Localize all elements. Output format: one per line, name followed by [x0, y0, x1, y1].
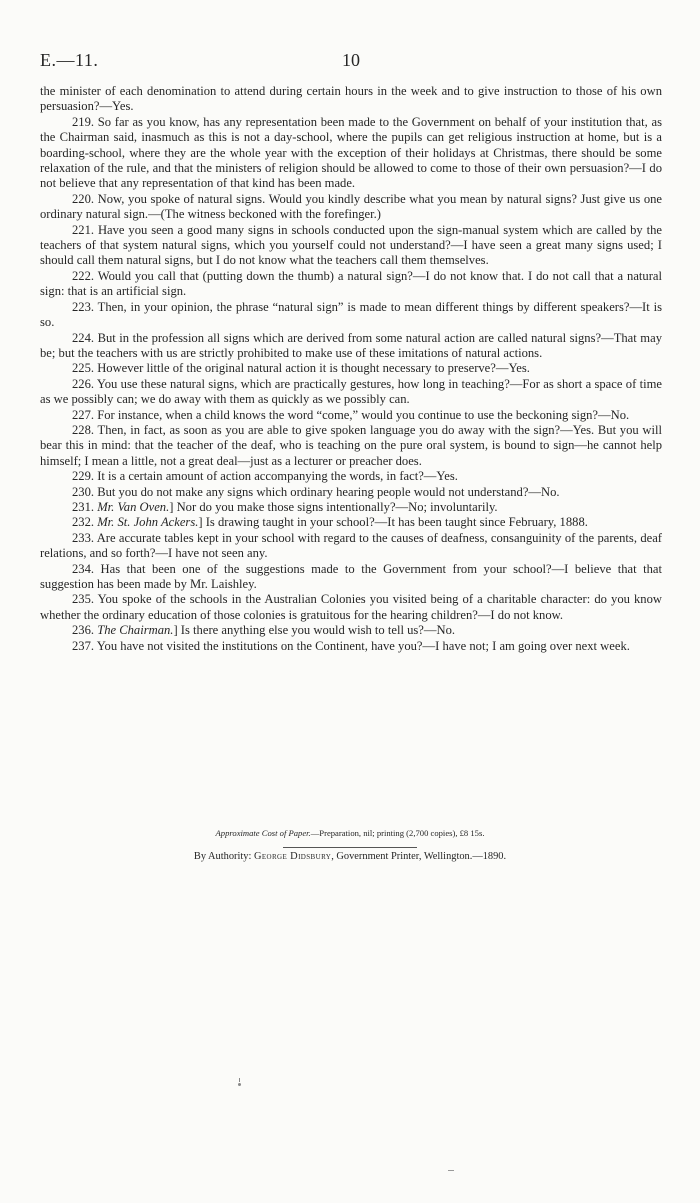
question-232: 232. Mr. St. John Ackers.] Is drawing taught in your school?—It has been taught since February, 1888. — [72, 515, 588, 530]
printer-name: George Didsbury — [253, 851, 332, 862]
question-220: 220. Now, you spoke of natural signs. Would you kindly describe what you mean by natural signs? Just give us one ordinary natural sign.—(The witness beckoned with the forefinger.) — [40, 191, 662, 222]
question-231: 231. Mr. Van Oven.] Nor do you make those signs intentionally?—No; involuntarily. — [72, 499, 498, 514]
page-number: 10 — [342, 50, 360, 70]
question-226: 226. You use these natural signs, which are practically gestures, how long in teaching?—For as short a space of time as we possibly can; we do away with them as quickly as we possibly can. — [40, 376, 662, 407]
question-224: 224. But in the profession all signs which are derived from some natural action are called natural signs?—That may be; but the teachers with us are strictly prohibited to make use of these imitations of natural actions. — [40, 330, 662, 360]
speaker-name: The Chairman. — [97, 623, 174, 638]
question-230: 230. But you do not make any signs which ordinary hearing people would not understand?—No. — [72, 484, 560, 499]
footer-divider — [283, 847, 417, 848]
authority-prefix: By Authority: — [193, 851, 254, 862]
speaker-name: Mr. Van Oven. — [97, 499, 170, 514]
question-number: 236 — [72, 623, 91, 638]
cost-label: Approximate Cost of Paper. — [215, 828, 311, 838]
question-223: 223. Then, in your opinion, the phrase “natural sign” is made to mean different things by different speakers?—It is so. — [40, 299, 662, 330]
scan-speck — [448, 1170, 454, 1171]
question-227: 227. For instance, when a child knows the word “come,” would you continue to use the beckoning sign?—No. — [72, 407, 630, 422]
question-228: 228. Then, in fact, as soon as you are able to give spoken language you do away with the sign?—Yes. But you will bear this in mind: that the teacher of the deaf, who is teaching on the pure oral system, is bound to sign—he cannot help himself; I mean a little, not a great deal—just as a lecturer or preacher does. — [40, 422, 662, 468]
scan-speck — [238, 1083, 241, 1086]
question-221: 221. Have you seen a good many signs in schools conducted upon the sign-manual system which are called by the teachers of that system natural signs, which you yourself could not understand?—I have seen a great many signs used; I should call them natural signs, but I do not know what the teachers call them themselves. — [40, 222, 662, 268]
authority-suffix: , Government Printer, Wellington.—1890. — [331, 851, 507, 862]
question-233: 233. Are accurate tables kept in your school with regard to the causes of deafness, consanguinity of the parents, deaf relations, and so forth?—I have not seen any. — [40, 530, 662, 561]
question-234: 234. Has that been one of the suggestions made to the Government from your school?—I believe that that suggestion has been made by Mr. Laishley. — [40, 561, 662, 591]
question-229: 229. It is a certain amount of action accompanying the words, in fact?—Yes. — [72, 469, 458, 484]
question-number: 232 — [72, 515, 91, 530]
question-235: 235. You spoke of the schools in the Australian Colonies you visited being of a charitable character: do you know whether the ordinary education of those colonies is gratuitous for the hearing children?—I do not know. — [40, 592, 662, 622]
cost-footnote — [0, 828, 700, 838]
question-225: 225. However little of the original natural action it is thought necessary to preserve?—Yes. — [72, 361, 530, 376]
continuation-paragraph: the minister of each denomination to attend during certain hours in the week and to give instruction to those of his own persuasion?—Yes. — [40, 84, 662, 114]
question-236: 236. The Chairman.] Is there anything else you would wish to tell us?—No. — [72, 623, 456, 638]
document-reference: E.—11. — [40, 50, 99, 70]
speaker-name: Mr. St. John Ackers. — [97, 515, 199, 530]
cost-text: —Preparation, nil; printing (2,700 copies), £8 15s. — [310, 828, 485, 838]
testimony-body — [40, 84, 662, 654]
page-header — [40, 50, 662, 74]
printer-imprint — [0, 851, 700, 862]
question-237: 237. You have not visited the institutions on the Continent, have you?—I have not; I am going over next week. — [72, 638, 630, 653]
scan-speck — [239, 1078, 240, 1082]
question-number: 231 — [72, 499, 91, 514]
question-219: 219. So far as you know, has any representation been made to the Government on behalf of your institution that, as the Chairman said, inasmuch as this is not a day-school, where the pupils can get religious instruction at home, but is a boarding-school, where they are the whole year with the exception of their holidays at Christmas, there should be some relaxation of the rule, and that the ministers of religion should be allowed to come to those of their own persuasion?—I do not believe that any representation of that kind has been made. — [40, 114, 662, 191]
question-222: 222. Would you call that (putting down the thumb) a natural sign?—I do not know that. I do not call that a natural sign: that is an artificial sign. — [40, 268, 662, 299]
